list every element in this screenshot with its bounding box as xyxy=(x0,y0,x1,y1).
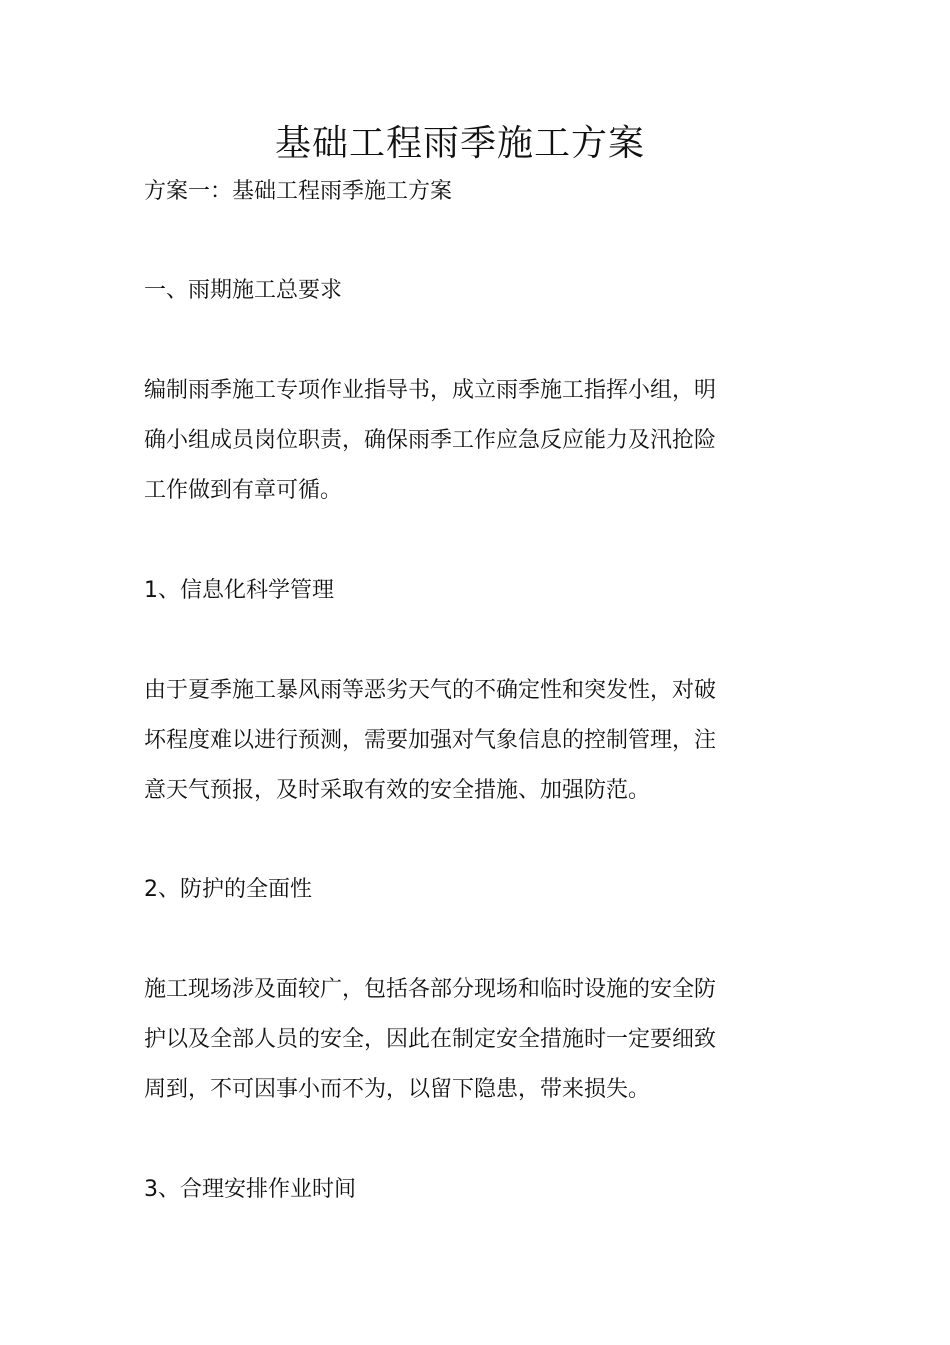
document-subtitle: 方案一：基础工程雨季施工方案 xyxy=(144,179,453,204)
paragraph-line: 坏程度难以进行预测，需要加强对气象信息的控制管理，注 xyxy=(144,728,717,753)
paragraph-line: 施工现场涉及面较广，包括各部分现场和临时设施的安全防 xyxy=(144,977,717,1002)
section-heading-protection: 2、防护的全面性 xyxy=(144,877,312,902)
paragraph-line: 护以及全部人员的安全，因此在制定安全措施时一定要细致 xyxy=(144,1027,717,1052)
paragraph-line: 编制雨季施工专项作业指导书，成立雨季施工指挥小组，明 xyxy=(144,378,717,403)
paragraph-line: 意天气预报，及时采取有效的安全措施、加强防范。 xyxy=(144,778,651,803)
section-heading-work-schedule: 3、合理安排作业时间 xyxy=(144,1177,356,1202)
paragraph-general-requirements xyxy=(144,366,744,516)
document-title: 基础工程雨季施工方案 xyxy=(274,123,645,164)
section-heading-general-requirements: 一、雨期施工总要求 xyxy=(144,278,343,303)
paragraph-information-management xyxy=(144,666,744,816)
paragraph-line: 周到，不可因事小而不为，以留下隐患，带来损失。 xyxy=(144,1077,651,1102)
paragraph-protection xyxy=(144,965,744,1115)
section-heading-information-management: 1、信息化科学管理 xyxy=(144,578,334,603)
paragraph-line: 工作做到有章可循。 xyxy=(144,478,343,503)
paragraph-line: 由于夏季施工暴风雨等恶劣天气的不确定性和突发性，对破 xyxy=(144,678,717,703)
paragraph-line: 确小组成员岗位职责，确保雨季工作应急反应能力及汛抢险 xyxy=(144,428,717,453)
